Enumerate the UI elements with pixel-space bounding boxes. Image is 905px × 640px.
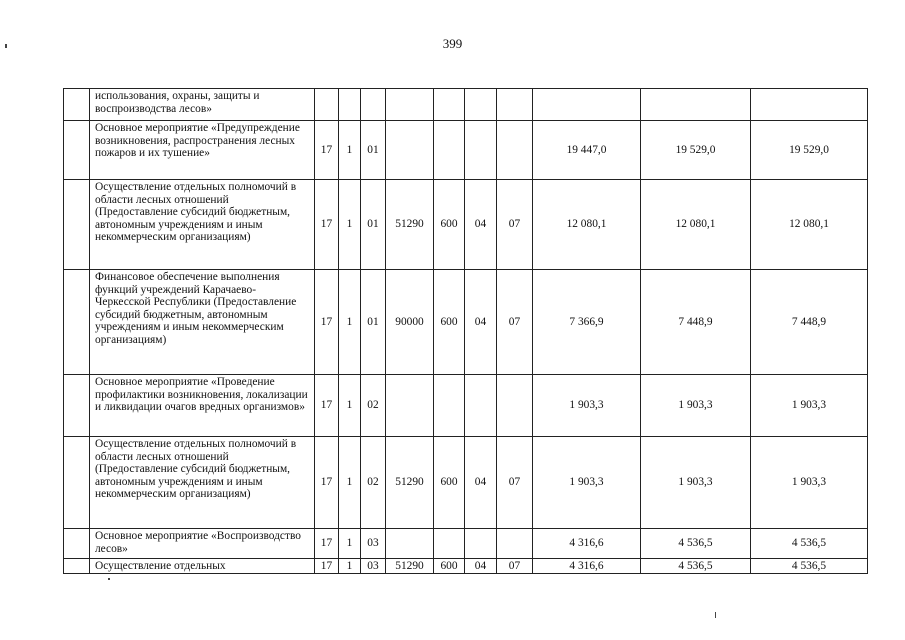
code-cell: 51290 (386, 180, 434, 270)
code-cell: 17 (315, 121, 339, 180)
code-cell: 1 (339, 121, 361, 180)
code-cell: 90000 (386, 270, 434, 375)
scan-mark (5, 44, 7, 48)
table-row (64, 180, 868, 270)
code-cell: 02 (361, 437, 386, 529)
amount-cell (751, 89, 868, 121)
description-cell: Осуществление отдельных полномочий в области лесных отношений (Предоставление субсидий бюджетным, автономным учреждениям и иным некоммерческим организациям) (90, 437, 315, 529)
code-cell: 03 (361, 529, 386, 559)
row-margin-cell (64, 180, 90, 270)
code-cell: 17 (315, 180, 339, 270)
code-cell: 01 (361, 180, 386, 270)
code-cell: 600 (434, 270, 465, 375)
description-cell: Основное мероприятие «Проведение профилактики возникновения, локализации и ликвидации очагов вредных организмов» (90, 375, 315, 437)
description-cell: Осуществление отдельных (90, 559, 315, 574)
code-cell (386, 375, 434, 437)
code-cell: 1 (339, 270, 361, 375)
amount-cell (533, 89, 641, 121)
amount-cell: 1 903,3 (751, 437, 868, 529)
table-row (64, 559, 868, 574)
code-cell (339, 89, 361, 121)
code-cell: 1 (339, 559, 361, 574)
amount-cell: 4 536,5 (751, 529, 868, 559)
amount-cell: 7 448,9 (751, 270, 868, 375)
budget-table (63, 88, 868, 574)
code-cell: 07 (497, 437, 533, 529)
row-margin-cell (64, 437, 90, 529)
row-margin-cell (64, 270, 90, 375)
amount-cell: 12 080,1 (641, 180, 751, 270)
code-cell: 04 (465, 180, 497, 270)
code-cell: 17 (315, 375, 339, 437)
amount-cell: 1 903,3 (533, 437, 641, 529)
code-cell (315, 89, 339, 121)
code-cell: 01 (361, 121, 386, 180)
amount-cell: 19 447,0 (533, 121, 641, 180)
code-cell: 600 (434, 180, 465, 270)
amount-cell: 1 903,3 (533, 375, 641, 437)
row-margin-cell (64, 559, 90, 574)
code-cell: 1 (339, 529, 361, 559)
row-margin-cell (64, 375, 90, 437)
code-cell: 04 (465, 437, 497, 529)
code-cell: 17 (315, 559, 339, 574)
code-cell (386, 89, 434, 121)
scan-mark (715, 612, 716, 618)
code-cell (497, 375, 533, 437)
description-cell: Финансовое обеспечение выполнения функций учреждений Карачаево-Черкесской Республики (Предоставление субсидий бюджетным, автономным учреждениям и иным некоммерческим организациям) (90, 270, 315, 375)
code-cell (465, 89, 497, 121)
table-row (64, 529, 868, 559)
table-row (64, 89, 868, 121)
code-cell (434, 529, 465, 559)
table-row (64, 437, 868, 529)
code-cell: 07 (497, 270, 533, 375)
code-cell: 04 (465, 270, 497, 375)
row-margin-cell (64, 121, 90, 180)
description-cell: Осуществление отдельных полномочий в области лесных отношений (Предоставление субсидий бюджетным, автономным учреждениям и иным некоммерческим организациям) (90, 180, 315, 270)
table-row (64, 121, 868, 180)
amount-cell: 7 448,9 (641, 270, 751, 375)
code-cell: 04 (465, 559, 497, 574)
description-cell: Основное мероприятие «Предупреждение возникновения, распространения лесных пожаров и их тушение» (90, 121, 315, 180)
page-number: 399 (442, 36, 463, 51)
row-margin-cell (64, 89, 90, 121)
amount-cell (641, 89, 751, 121)
table-row (64, 270, 868, 375)
code-cell: 17 (315, 437, 339, 529)
code-cell (434, 89, 465, 121)
amount-cell: 1 903,3 (641, 375, 751, 437)
code-cell (497, 529, 533, 559)
row-margin-cell (64, 529, 90, 559)
code-cell: 600 (434, 437, 465, 529)
code-cell (361, 89, 386, 121)
code-cell: 07 (497, 180, 533, 270)
code-cell: 17 (315, 270, 339, 375)
code-cell (434, 121, 465, 180)
description-cell: использования, охраны, защиты и воспроизводства лесов» (90, 89, 315, 121)
amount-cell: 12 080,1 (533, 180, 641, 270)
code-cell (434, 375, 465, 437)
code-cell: 1 (339, 375, 361, 437)
scan-mark (108, 578, 110, 580)
amount-cell: 19 529,0 (641, 121, 751, 180)
code-cell: 600 (434, 559, 465, 574)
amount-cell: 1 903,3 (751, 375, 868, 437)
code-cell: 02 (361, 375, 386, 437)
amount-cell: 7 366,9 (533, 270, 641, 375)
code-cell: 51290 (386, 559, 434, 574)
code-cell: 1 (339, 180, 361, 270)
code-cell: 03 (361, 559, 386, 574)
code-cell (386, 529, 434, 559)
amount-cell: 4 316,6 (533, 559, 641, 574)
amount-cell: 4 536,5 (641, 529, 751, 559)
code-cell (497, 89, 533, 121)
code-cell (497, 121, 533, 180)
table-row (64, 375, 868, 437)
code-cell: 1 (339, 437, 361, 529)
amount-cell: 19 529,0 (751, 121, 868, 180)
code-cell: 07 (497, 559, 533, 574)
description-cell: Основное мероприятие «Воспроизводство лесов» (90, 529, 315, 559)
code-cell (386, 121, 434, 180)
code-cell (465, 529, 497, 559)
code-cell: 17 (315, 529, 339, 559)
amount-cell: 1 903,3 (641, 437, 751, 529)
code-cell: 51290 (386, 437, 434, 529)
code-cell: 01 (361, 270, 386, 375)
amount-cell: 12 080,1 (751, 180, 868, 270)
code-cell (465, 121, 497, 180)
amount-cell: 4 536,5 (641, 559, 751, 574)
amount-cell: 4 316,6 (533, 529, 641, 559)
code-cell (465, 375, 497, 437)
amount-cell: 4 536,5 (751, 559, 868, 574)
